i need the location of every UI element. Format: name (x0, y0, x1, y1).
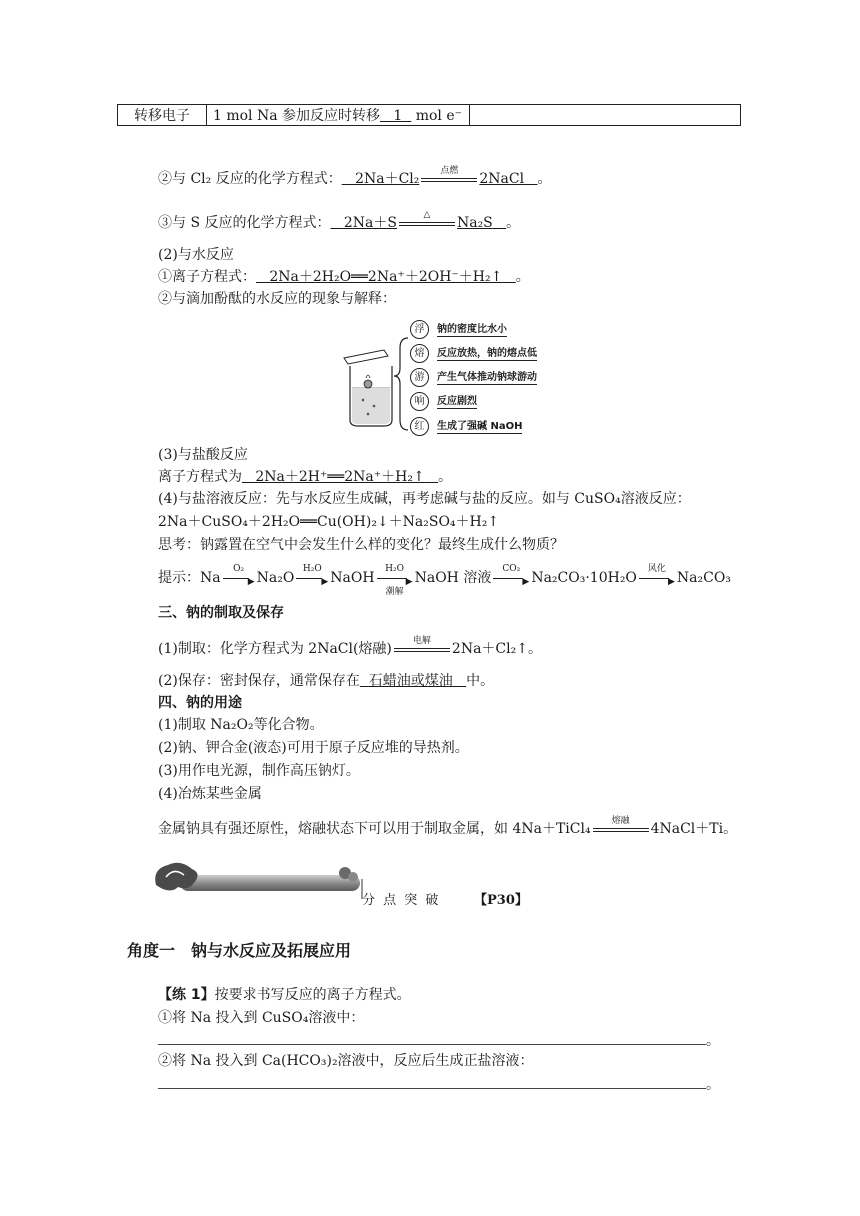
transfer-electron-table (117, 104, 741, 126)
think-line: 思考：钠露置在空气中会发生什么样的变化？最终生成什么物质？ (158, 537, 564, 553)
water-ionic-line: ①离子方程式： 2Na＋2H₂O══2Na⁺＋2OH⁻＋H₂↑ 。 (158, 269, 530, 285)
section3-title: 三、钠的制取及保存 (158, 605, 284, 621)
table-empty-cell (470, 105, 741, 126)
table-label: 转移电子 (118, 105, 207, 126)
phenomenon-text: 反应放热，钠的熔点低 (437, 348, 537, 359)
cl2-equation-line (158, 166, 552, 188)
phenomenon-row (410, 320, 507, 339)
prep-line (158, 636, 542, 658)
metal-condition-sign (591, 816, 651, 838)
s-lhs: 2Na＋S (343, 215, 397, 231)
phenomenon-text: 生成了强碱 NaOH (437, 421, 523, 432)
section-banner (150, 855, 530, 905)
cl2-condition: 点燃 (440, 166, 459, 176)
salt-line-1: (4)与盐溶液反应：先与水反应生成碱，再考虑碱与盐的反应。如与 CuSO₄溶液反应： (158, 491, 691, 507)
table-content-text: 1 mol Na 参加反应时转移 (213, 108, 381, 124)
answer-blank-2[interactable] (158, 1074, 720, 1094)
hint-s3: NaOH (330, 570, 375, 586)
practice-text: 按要求书写反应的离子方程式。 (214, 987, 411, 1003)
phenomenon-row (410, 368, 537, 387)
phenomenon-text: 产生气体推动钠球游动 (437, 372, 537, 383)
hcl-prefix: 离子方程式为 (158, 469, 242, 485)
s-rhs: Na₂S (456, 215, 493, 231)
metal-rhs: 4NaCl＋Ti。 (650, 821, 738, 837)
hint-a2: H₂O (302, 564, 322, 574)
hint-s1: Na (200, 570, 221, 586)
store-answer: 石蜡油或煤油 (368, 673, 453, 689)
cl2-prefix: ②与 Cl₂ 反应的化学方程式： (158, 171, 342, 187)
hint-a4: CO₂ (502, 564, 521, 574)
table-content (207, 105, 470, 126)
phenomenon-row (410, 344, 537, 363)
hint-arrow-1: O₂ ▶ (221, 569, 257, 587)
banner-page-ref: 【P30】 (474, 893, 528, 908)
use-item-4: (4)冶炼某些金属 (158, 786, 262, 802)
prep-condition: 电解 (412, 636, 431, 646)
use-item-2: (2)钠、钾合金(液态)可用于原子反应堆的导热剂。 (158, 740, 469, 756)
angle1-title: 角度一 钠与水反应及拓展应用 (127, 941, 352, 960)
prep-rhs: 2Na＋Cl₂↑。 (451, 641, 542, 657)
end-mark-1: 。 (706, 1033, 720, 1049)
cl2-condition-sign (419, 166, 479, 188)
phenomenon-char: 响 (410, 392, 429, 411)
use-item-3: (3)用作电光源，制作高压钠灯。 (158, 763, 360, 779)
store-prefix: (2)保存：密封保存，通常保存在 (158, 673, 360, 689)
hint-chain (158, 564, 731, 597)
question-1: ①将 Na 投入到 CuSO₄溶液中： (158, 1010, 365, 1026)
cl2-rhs: 2NaCl (479, 171, 525, 187)
use-item-1: (1)制取 Na₂O₂等化合物。 (158, 717, 324, 733)
phenomenon-char: 红 (410, 417, 429, 436)
hint-arrow-4: CO₂ ▶ (491, 569, 531, 587)
practice-line (158, 986, 411, 1004)
cl2-suffix: 。 (537, 171, 552, 187)
phenomenon-row (410, 417, 522, 436)
hint-arrow-2: H₂O ▶ (294, 569, 330, 587)
store-line (158, 672, 494, 690)
brace-icon (394, 338, 408, 430)
phenomenon-text: 反应剧烈 (437, 396, 477, 407)
end-mark-2: 。 (706, 1077, 720, 1093)
table-answer: 1 (393, 108, 403, 124)
hcl-heading: (3)与盐酸反应 (158, 447, 248, 463)
hint-s6: Na₂CO₃ (676, 570, 731, 586)
water-ionic-eq: 2Na＋2H₂O══2Na⁺＋2OH⁻＋H₂↑ (269, 269, 503, 285)
water-ionic-prefix: ①离子方程式： (158, 269, 256, 285)
hcl-equation-line (158, 468, 452, 486)
phenomenon-char: 浮 (410, 320, 429, 339)
salt-line-2: 2Na＋CuSO₄＋2H₂O══Cu(OH)₂↓＋Na₂SO₄＋H₂↑ (158, 514, 500, 530)
answer-blank-1[interactable] (158, 1030, 720, 1050)
hint-a1: O₂ (233, 564, 245, 574)
hint-arrow-5: 风化 ▶ (637, 569, 677, 587)
phenolphthalein-line: ②与滴加酚酞的水反应的现象与解释： (158, 291, 396, 307)
s-suffix: 。 (506, 215, 521, 231)
banner-bar (180, 875, 360, 891)
hint-label: 提示： (158, 570, 200, 586)
s-equation-line (158, 210, 521, 232)
hint-a3-top: H₂O (385, 564, 405, 574)
water-heading: (2)与水反应 (158, 247, 234, 263)
phenomenon-char: 熔 (410, 344, 429, 363)
prep-condition-sign (392, 636, 452, 658)
hint-arrow-3: H₂O ▶ 潮解 (375, 569, 415, 587)
practice-label: 【练 1】 (158, 987, 215, 1003)
hcl-eq: 2Na＋2H⁺══2Na⁺＋H₂↑ (255, 469, 425, 485)
hint-s4: NaOH 溶液 (414, 570, 492, 586)
cl2-lhs: 2Na＋Cl₂ (355, 171, 420, 187)
hint-s2: Na₂O (256, 570, 295, 586)
phenomenon-char: 游 (410, 368, 429, 387)
beaker-icon (344, 350, 392, 426)
hcl-suffix: 。 (438, 469, 453, 485)
question-2: ②将 Na 投入到 Ca(HCO₃)₂溶液中，反应后生成正盐溶液： (158, 1053, 534, 1069)
metal-prefix: 金属钠具有强还原性，熔融状态下可以用于制取金属，如 4Na＋TiCl₄ (158, 821, 591, 837)
banner-text: 分 点 突 破 (362, 893, 441, 908)
s-prefix: ③与 S 反应的化学方程式： (158, 215, 331, 231)
hint-a3-bottom: 潮解 (385, 587, 404, 597)
hint-s5: Na₂CO₃·10H₂O (531, 570, 637, 586)
s-condition-sign (397, 210, 457, 232)
metal-condition: 熔融 (611, 816, 630, 826)
hint-a5: 风化 (647, 564, 666, 574)
phenomenon-text: 钠的密度比水小 (437, 324, 507, 335)
s-condition: △ (423, 210, 431, 220)
section4-title: 四、钠的用途 (158, 695, 242, 711)
prep-prefix: (1)制取：化学方程式为 2NaCl(熔融) (158, 641, 392, 657)
metal-line (158, 816, 738, 838)
store-suffix: 中。 (466, 673, 495, 689)
table-unit: mol e⁻ (415, 108, 462, 124)
phenomenon-row (410, 392, 477, 411)
